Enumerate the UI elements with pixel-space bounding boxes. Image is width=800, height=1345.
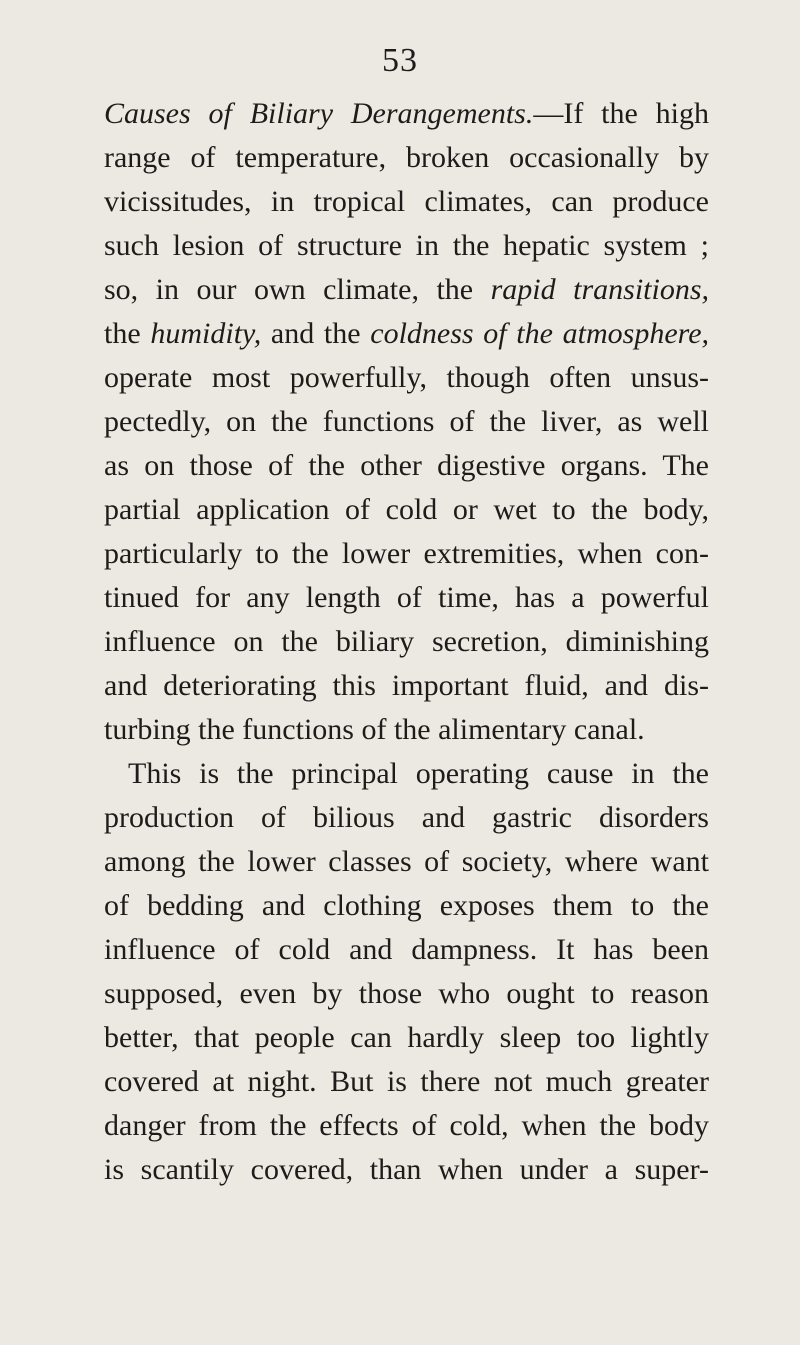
text-line: influence of cold and dampness. It has been [104,933,709,966]
text-line: particularly to the lower extremities, when con- [104,537,709,570]
emphasis: rapid transitions, [490,273,710,306]
text-line: danger from the effects of cold, when the body [104,1109,709,1142]
text-line: turbing the functions of the alimentary canal. [104,713,645,746]
text-line: tinued for any length of time, has a powerful [104,581,709,614]
text-line: as on those of the other digestive organs. The [104,449,709,482]
page-number: 53 [382,42,418,79]
section-heading: Causes of Biliary Derangements. [104,97,534,130]
text-line: such lesion of structure in the hepatic system ; [104,229,709,262]
text-line: pectedly, on the functions of the liver, as well [104,405,709,438]
text-line: of bedding and clothing exposes them to the [104,889,709,922]
text-line: supposed, even by those who ought to reason [104,977,709,1010]
text-line: This is the principal operating cause in the [128,757,709,790]
text-line: is scantily covered, than when under a super- [104,1153,709,1186]
text-line: among the lower classes of society, where want [104,845,709,878]
text-line: operate most powerfully, though often unsus- [104,361,709,394]
text-line: influence on the biliary secretion, diminishing [104,625,709,658]
emphasis: humidity, [150,317,262,350]
text-line: the humidity, and the coldness of the atmosphere, [104,317,710,350]
text-line: production of bilious and gastric disorders [104,801,709,834]
text-line: Causes of Biliary Derangements.—If the high [104,97,710,130]
text-line: so, in our own climate, the rapid transitions, [104,273,710,306]
text-line: range of temperature, broken occasionally by [104,141,709,174]
text-line: vicissitudes, in tropical climates, can produce [104,185,709,218]
text-line: and deteriorating this important fluid, and dis- [104,669,709,702]
text-line: better, that people can hardly sleep too lightly [104,1021,709,1054]
text-line: partial application of cold or wet to the body, [104,493,709,526]
text-line: covered at night. But is there not much greater [104,1065,709,1098]
emphasis: coldness of the atmosphere, [370,317,710,350]
